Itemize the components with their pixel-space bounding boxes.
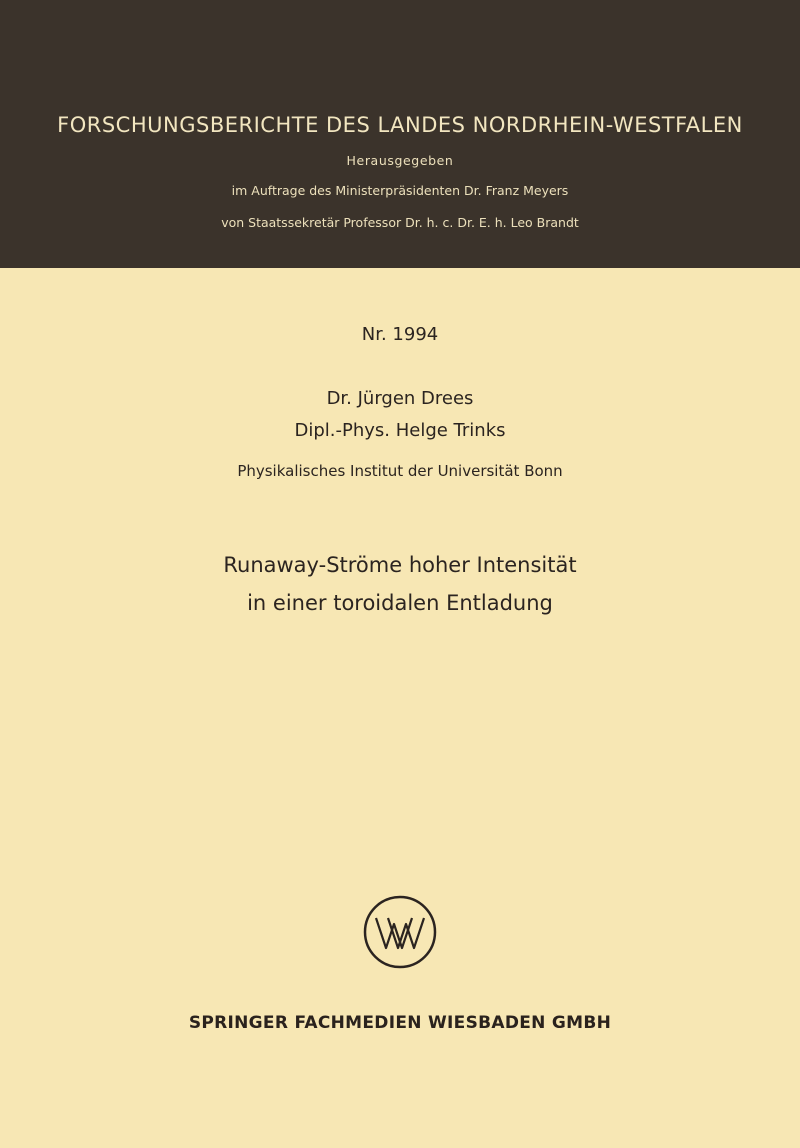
author-1: Dr. Jürgen Drees bbox=[326, 388, 474, 409]
editor-line-1: Herausgegeben bbox=[346, 153, 454, 168]
publisher-name: SPRINGER FACHMEDIEN WIESBADEN GMBH bbox=[188, 1013, 612, 1033]
title-line-2: in einer toroidalen Entladung bbox=[247, 591, 553, 615]
editor-line-3: von Staatssekretär Professor Dr. h. c. Dr. E. h. Leo Brandt bbox=[221, 215, 579, 230]
institute: Physikalisches Institut der Universität Bonn bbox=[237, 462, 563, 480]
report-number: Nr. 1994 bbox=[361, 324, 439, 345]
header-band bbox=[0, 0, 800, 268]
author-2: Dipl.-Phys. Helge Trinks bbox=[294, 420, 506, 441]
editor-line-2: im Auftrage des Ministerpräsidenten Dr. Franz Meyers bbox=[231, 183, 569, 198]
series-title: FORSCHUNGSBERICHTE DES LANDES NORDRHEIN-WESTFALEN bbox=[57, 113, 743, 137]
title-line-1: Runaway-Ströme hoher Intensität bbox=[223, 553, 577, 577]
publisher-ww-logo-icon bbox=[362, 894, 438, 970]
